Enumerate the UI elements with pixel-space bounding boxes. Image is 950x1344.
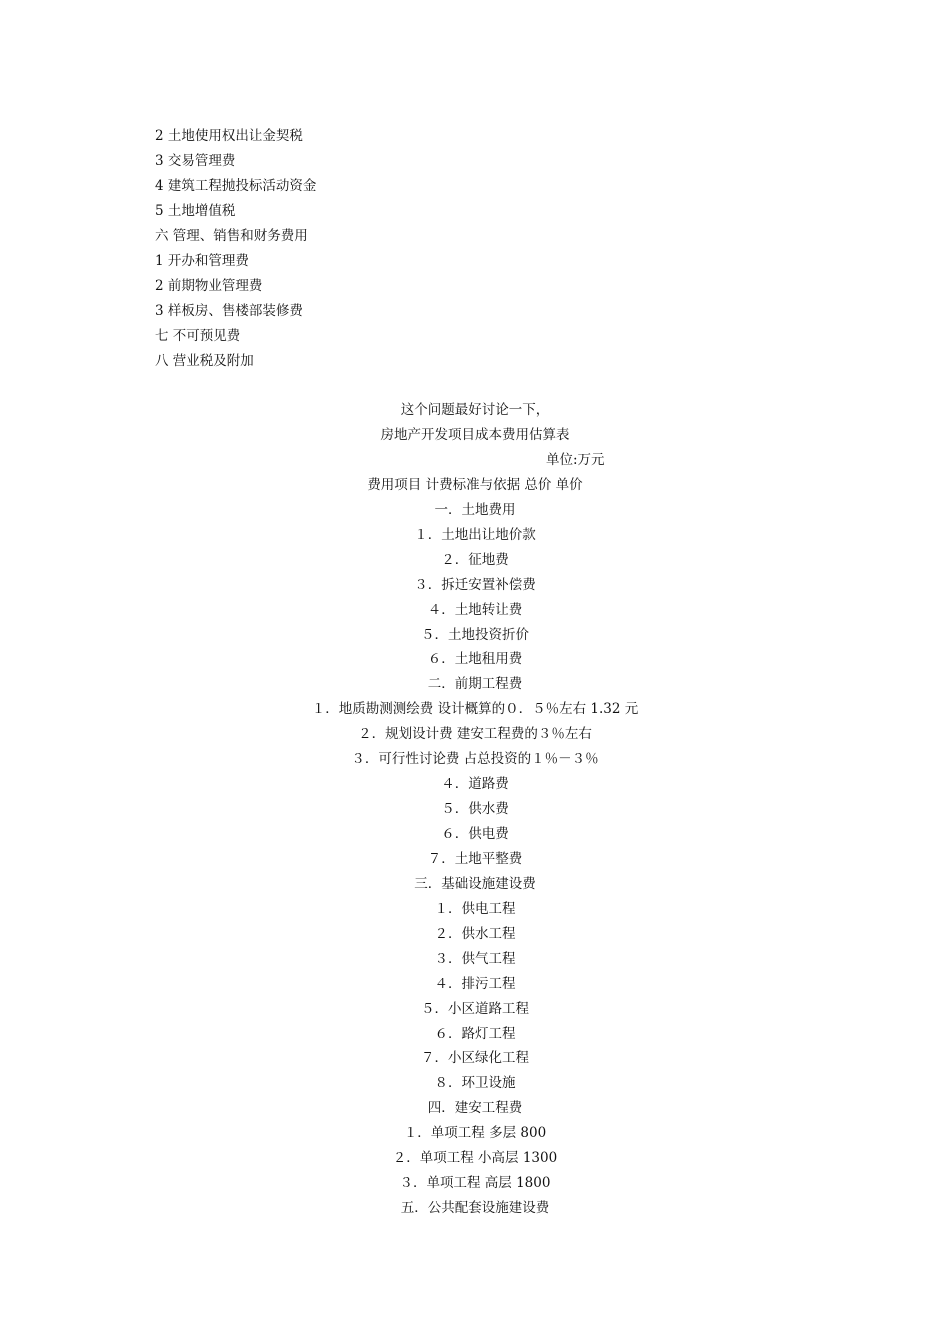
table-row: ４．土地转让费	[427, 601, 523, 618]
table-row: ３．供气工程	[434, 950, 516, 967]
list-item: 八 营业税及附加	[155, 353, 254, 369]
unit-label: 单位:万元	[546, 451, 605, 468]
table-row: ５．小区道路工程	[421, 1000, 529, 1017]
cost-estimate-table	[0, 398, 950, 1221]
table-row: ５．供水费	[441, 801, 509, 818]
list-item: 3 样板房、售楼部装修费	[155, 303, 303, 319]
table-row: ７．土地平整费	[427, 850, 523, 867]
table-row: １．供电工程	[434, 900, 516, 917]
table-title: 房地产开发项目成本费用估算表	[380, 426, 570, 443]
list-item: 2 前期物业管理费	[155, 278, 263, 294]
cost-item-list	[155, 124, 795, 374]
table-row: ４．排污工程	[434, 975, 516, 992]
table-header: 费用项目 计费标准与依据 总价 单价	[367, 476, 583, 493]
table-row: ３．单项工程 高层 1800	[399, 1175, 551, 1192]
unit-row	[0, 448, 950, 473]
table-row: 四．建安工程费	[427, 1100, 523, 1117]
table-row: ６．土地租用费	[427, 651, 523, 668]
table-row: １．地质勘测测绘费 设计概算的０．５％左右 1.32 元	[311, 701, 639, 718]
list-item: 六 管理、销售和财务费用	[155, 228, 308, 244]
table-row: ８．环卫设施	[434, 1075, 516, 1092]
table-row: １．土地出让地价款	[414, 526, 536, 543]
intro-text: 这个问题最好讨论一下，	[400, 402, 550, 418]
table-row: ２．规划设计费 建安工程费的３％左右	[358, 726, 592, 743]
table-row: ２．供水工程	[434, 925, 516, 942]
list-item: 2 土地使用权出让金契税	[155, 128, 303, 144]
table-row: ２．征地费	[441, 551, 509, 568]
list-item: 七 不可预见费	[155, 328, 241, 344]
list-item: 1 开办和管理费	[155, 253, 249, 269]
list-item: 5 土地增值税	[155, 203, 236, 219]
table-row: ２．单项工程 小高层 1300	[392, 1150, 558, 1167]
table-row: 一．土地费用	[434, 501, 516, 518]
table-row: 五．公共配套设施建设费	[400, 1200, 550, 1217]
list-item: 4 建筑工程抛投标活动资金	[155, 178, 317, 194]
table-row: ３．可行性讨论费 占总投资的１％－３％	[351, 751, 599, 768]
table-row: 二．前期工程费	[427, 676, 523, 693]
table-row: 三．基础设施建设费	[414, 875, 536, 892]
table-row: ３．拆迁安置补偿费	[414, 576, 536, 593]
table-row: ７．小区绿化工程	[421, 1050, 529, 1067]
table-row: ６．供电费	[441, 826, 509, 842]
table-row: ４．道路费	[441, 776, 509, 793]
table-row: ５．土地投资折价	[421, 626, 529, 643]
list-item: 3 交易管理费	[155, 153, 236, 169]
table-row: １．单项工程 多层 800	[403, 1125, 547, 1142]
table-row: ６．路灯工程	[434, 1025, 516, 1042]
